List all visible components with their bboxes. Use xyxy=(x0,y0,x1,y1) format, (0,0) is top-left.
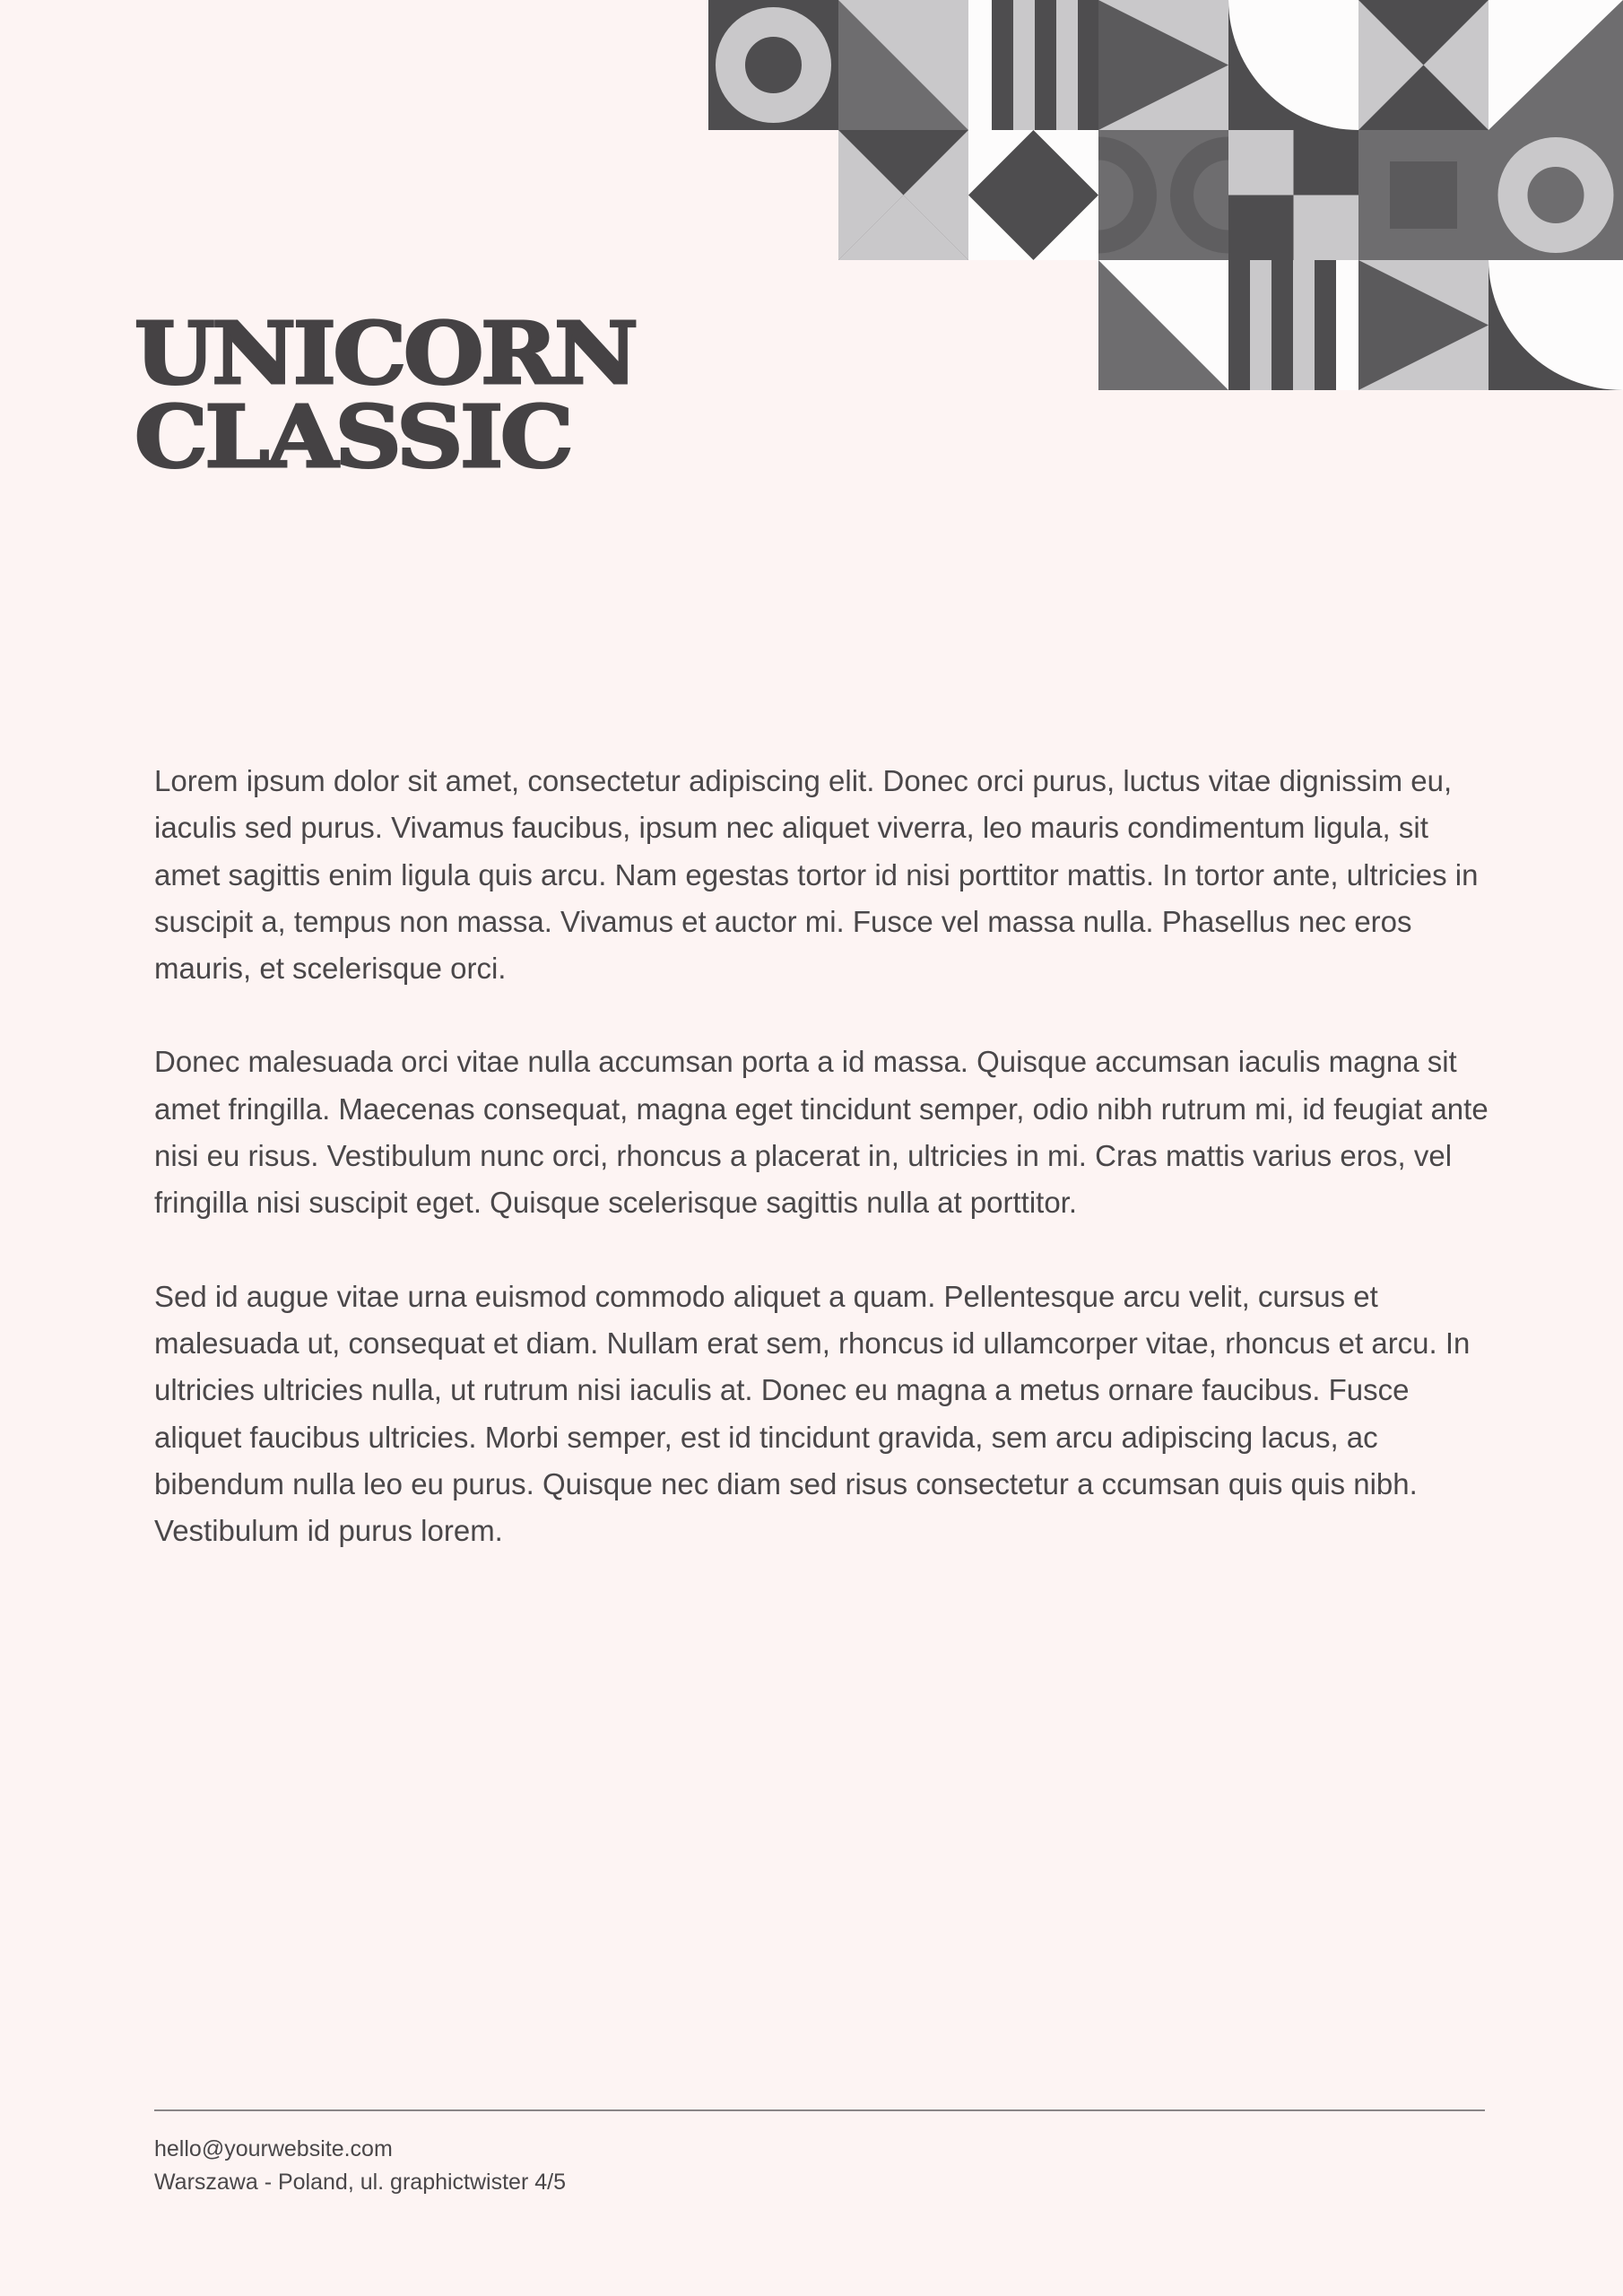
title-line-2: CLASSIC xyxy=(135,387,571,487)
title-line-1: UNICORN xyxy=(135,304,636,404)
footer xyxy=(154,2133,566,2199)
geometric-pattern-icon xyxy=(708,0,1623,395)
paragraph-3: Sed id augue vitae urna euismod commodo aliquet a quam. Pellentesque arcu velit, cursus et malesuada ut, consequat et diam. Nullam erat sem, rhoncus id ullamcorper vitae, rhoncus et arcu. In ultricies ultricies nulla, ut rutrum nisi iaculis at. Donec eu magna a metus ornare faucibus. Fusce aliquet faucibus ultricies. Morbi semper, est id tincidunt gravida, sem arcu adipiscing lacus, ac bibendum nulla leo eu purus. Quisque nec diam sed risus consectetur a ccumsan quis quis nibh. Vestibulum id purus lorem. xyxy=(154,1279,1471,1548)
page-title xyxy=(135,304,636,487)
letter-body xyxy=(154,758,1490,1601)
footer-divider xyxy=(154,2109,1485,2111)
paragraph-2: Donec malesuada orci vitae nulla accumsan porta a id massa. Quisque accumsan iaculis magna sit amet fringilla. Maecenas consequat, magna eget tincidunt semper, odio nibh rutrum mi, id feugiat ante nisi eu risus. Vestibulum nunc orci, rhoncus a placerat in, ultricies in mi. Cras mattis varius eros, vel fringilla nisi suscipit eget. Quisque scelerisque sagittis nulla at porttitor. xyxy=(154,1045,1488,1220)
footer-address: Warszawa - Poland, ul. graphictwister 4/5 xyxy=(154,2170,566,2195)
paragraph-1: Lorem ipsum dolor sit amet, consectetur adipiscing elit. Donec orci purus, luctus vitae dignissim eu, iaculis sed purus. Vivamus faucibus, ipsum nec aliquet viverra, leo mauris condimentum ligula, sit amet sagittis enim ligula quis arcu. Nam egestas tortor id nisi porttitor mattis. In tortor ante, ultricies in suscipit a, tempus non massa. Vivamus et auctor mi. Fusce vel massa nulla. Phasellus nec eros mauris, et scelerisque orci. xyxy=(154,764,1479,986)
footer-email[interactable]: hello@yourwebsite.com xyxy=(154,2136,393,2161)
